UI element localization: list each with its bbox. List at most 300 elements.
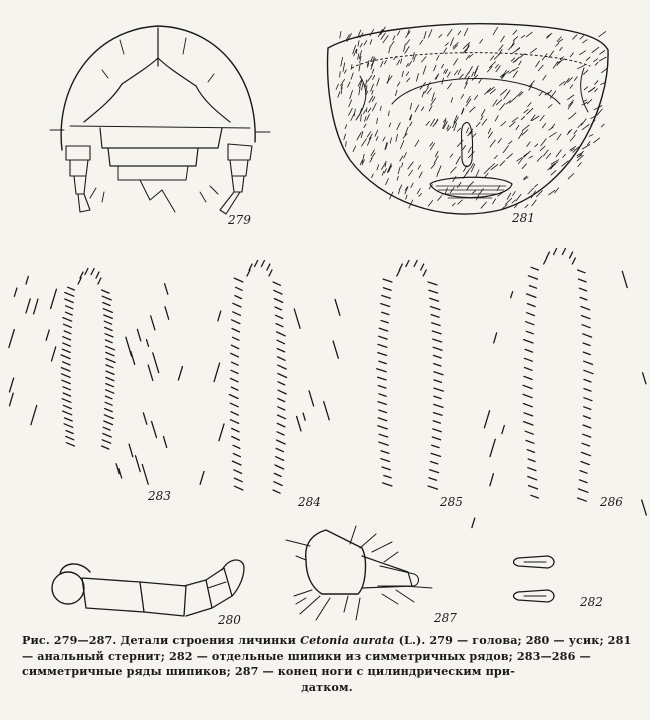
spine-mark xyxy=(106,377,114,380)
spine-mark xyxy=(572,258,575,264)
spine-mark xyxy=(384,476,391,478)
spine-mark xyxy=(277,423,285,427)
spine-mark xyxy=(429,478,437,481)
figure-284-spine-rows xyxy=(178,261,340,510)
bristle-stroke xyxy=(470,107,476,112)
bristle-stroke xyxy=(464,28,468,35)
spine-mark xyxy=(66,443,74,446)
figure-caption xyxy=(22,633,632,695)
bristle-stroke xyxy=(361,114,362,121)
bristle-stroke xyxy=(447,125,449,129)
spine-mark xyxy=(274,482,282,486)
scattered-bristle xyxy=(26,276,28,284)
bristle-stroke xyxy=(468,152,474,158)
spine-mark xyxy=(524,376,532,379)
scattered-bristle xyxy=(303,413,305,420)
spine-mark xyxy=(528,468,536,471)
spine-mark xyxy=(529,486,538,489)
caption-tail: датком. xyxy=(301,679,353,694)
figure-label-283: 283 xyxy=(148,489,171,503)
scattered-bristle xyxy=(214,363,220,382)
bristle-stroke xyxy=(389,47,391,53)
caption-species: Cetonia aurata xyxy=(300,633,395,647)
spine-mark xyxy=(525,349,533,352)
spine-mark xyxy=(431,315,439,318)
bristle-stroke xyxy=(344,70,346,74)
bristle-stroke xyxy=(451,167,457,173)
spine-mark xyxy=(523,385,532,388)
bristle-stroke xyxy=(527,108,533,114)
bristle-stroke xyxy=(445,43,448,46)
spine-mark xyxy=(85,269,88,275)
spine-mark xyxy=(233,303,241,307)
spine-mark xyxy=(430,298,439,301)
spine-mark xyxy=(527,313,535,316)
bristle-stroke xyxy=(413,52,415,59)
bristle-stroke xyxy=(584,70,588,74)
bristle-stroke xyxy=(527,142,531,147)
spine-mark xyxy=(278,407,285,410)
spine-mark xyxy=(102,290,110,293)
spine-mark xyxy=(434,372,443,375)
bristle-stroke xyxy=(402,163,403,167)
bristle-stroke xyxy=(528,188,534,194)
spine-mark xyxy=(379,361,386,363)
scattered-bristle xyxy=(324,402,330,420)
bristle-stroke xyxy=(378,29,383,36)
spine-mark xyxy=(104,321,111,324)
bristle-stroke xyxy=(432,93,435,101)
scattered-bristle xyxy=(502,426,504,434)
bristle-stroke xyxy=(494,155,497,158)
bristle-stroke xyxy=(461,94,464,98)
spine-mark xyxy=(231,370,238,373)
spine-mark xyxy=(584,407,591,410)
bristle-stroke xyxy=(415,140,419,146)
spine-mark xyxy=(397,270,400,276)
bristle-stroke xyxy=(439,35,442,38)
scattered-bristle xyxy=(153,353,159,373)
figure-label-280: 280 xyxy=(218,613,241,627)
bristle-stroke xyxy=(415,105,419,112)
bristle-stroke xyxy=(570,85,573,88)
bristle-stroke xyxy=(410,103,411,109)
bristle-stroke xyxy=(390,41,394,47)
spine-mark xyxy=(383,279,392,282)
bristle-stroke xyxy=(366,80,367,87)
bristle-stroke xyxy=(423,66,426,74)
spine-mark xyxy=(379,410,387,413)
spine-mark xyxy=(63,405,71,408)
spine-mark xyxy=(102,440,111,443)
spine-mark xyxy=(583,425,591,428)
spine-mark xyxy=(384,288,392,291)
spine-mark xyxy=(583,334,592,337)
spine-mark xyxy=(584,379,591,382)
spine-mark xyxy=(231,345,238,348)
bristle-stroke xyxy=(521,116,524,119)
spine-mark xyxy=(583,434,591,437)
bristle-stroke xyxy=(453,176,456,181)
spine-mark xyxy=(277,440,286,444)
spine-mark xyxy=(583,416,590,419)
spine-mark xyxy=(62,399,71,403)
bristle-stroke xyxy=(421,107,423,111)
bristle-stroke xyxy=(385,161,386,167)
spine-mark xyxy=(103,427,110,430)
spine-mark xyxy=(526,322,534,325)
scattered-bristle xyxy=(165,307,169,319)
bristle-stroke xyxy=(586,57,590,61)
bristle-stroke xyxy=(386,179,389,185)
spine-mark xyxy=(62,380,70,383)
bristle-stroke xyxy=(538,65,543,71)
scattered-bristle xyxy=(297,417,301,432)
bristle-stroke xyxy=(351,73,353,79)
bristle-stroke xyxy=(457,182,461,187)
spine-mark xyxy=(523,394,532,397)
bristle-stroke xyxy=(420,40,423,44)
bristle-stroke xyxy=(442,64,444,68)
bristle-stroke xyxy=(513,37,518,41)
spine-mark xyxy=(63,387,70,390)
figure-label-282: 282 xyxy=(580,595,603,609)
bristle-stroke xyxy=(370,29,374,36)
bristle-stroke xyxy=(408,162,413,169)
bristle-stroke xyxy=(354,109,355,116)
bristle-stroke xyxy=(484,168,489,173)
scattered-bristle xyxy=(622,271,627,287)
spine-mark xyxy=(232,428,239,431)
bristle-stroke xyxy=(536,61,540,67)
figure-label-287: 287 xyxy=(434,611,457,625)
bristle-stroke xyxy=(343,63,345,72)
scattered-bristle xyxy=(165,284,168,294)
bristle-stroke xyxy=(524,109,528,113)
bristle-stroke xyxy=(364,41,367,46)
bristle-stroke xyxy=(601,124,604,127)
bristle-stroke xyxy=(424,32,426,39)
bristle-stroke xyxy=(383,137,385,141)
scattered-bristle xyxy=(131,352,135,365)
spine-mark xyxy=(65,299,73,303)
spine-mark xyxy=(546,252,549,258)
bristle-stroke xyxy=(371,57,373,61)
bristle-stroke xyxy=(600,51,605,55)
spine-mark xyxy=(531,495,539,498)
bristle-stroke xyxy=(373,75,375,79)
bristle-stroke xyxy=(406,64,408,67)
bristle-stroke xyxy=(458,200,462,204)
bristle-stroke xyxy=(475,95,478,99)
bristle-stroke xyxy=(540,116,544,121)
bristle-stroke xyxy=(383,36,388,43)
bristle-stroke xyxy=(513,48,520,53)
bristle-stroke xyxy=(419,193,422,196)
scattered-bristle xyxy=(148,365,153,380)
spine-mark xyxy=(277,340,285,344)
bristle-stroke xyxy=(555,188,559,193)
scattered-bristle xyxy=(219,424,224,441)
bristle-stroke xyxy=(547,33,552,37)
figure-279-head xyxy=(50,26,270,227)
bristle-stroke xyxy=(516,194,521,200)
spine-mark xyxy=(432,437,440,440)
bristle-stroke xyxy=(485,88,491,94)
spine-mark xyxy=(235,296,242,299)
bristle-stroke xyxy=(479,79,482,83)
spine-mark xyxy=(379,336,388,339)
scattered-bristle xyxy=(52,347,56,361)
bristle-stroke xyxy=(568,95,574,100)
spine-mark xyxy=(231,387,238,390)
bristle-stroke xyxy=(578,163,582,167)
spine-mark xyxy=(379,328,387,331)
bristle-stroke xyxy=(582,145,590,150)
spine-mark xyxy=(61,355,70,359)
spine-mark xyxy=(106,371,114,374)
bristle-stroke xyxy=(402,71,403,77)
bristle-stroke xyxy=(397,123,401,130)
bristle-stroke xyxy=(359,64,360,72)
bristle-stroke xyxy=(367,132,371,137)
bristle-stroke xyxy=(476,170,479,177)
bristle-stroke xyxy=(397,176,398,180)
bristle-stroke xyxy=(434,156,438,163)
scattered-bristle xyxy=(31,406,37,425)
bristle-stroke xyxy=(452,203,455,206)
bristle-stroke xyxy=(368,108,371,112)
bristle-stroke xyxy=(540,146,545,151)
bristle-stroke xyxy=(548,90,552,94)
bristle-stroke xyxy=(458,69,461,75)
scattered-bristle xyxy=(10,393,14,406)
spine-mark xyxy=(527,450,534,453)
bristle-stroke xyxy=(418,165,420,169)
spine-mark xyxy=(382,312,389,314)
bristle-stroke xyxy=(411,183,413,187)
spine-mark xyxy=(63,318,72,322)
spine-mark xyxy=(276,448,283,451)
spine-mark xyxy=(430,307,440,310)
bristle-stroke xyxy=(399,189,400,194)
bristle-stroke xyxy=(574,77,577,81)
bristle-stroke xyxy=(473,191,476,194)
bristle-stroke xyxy=(450,154,453,157)
spine-mark xyxy=(433,339,442,342)
spine-mark xyxy=(105,396,112,399)
scattered-bristle xyxy=(178,367,182,381)
bristle-stroke xyxy=(503,146,508,153)
spine-mark xyxy=(103,303,110,306)
spine-mark xyxy=(105,409,113,412)
figure-285-spine-rows xyxy=(377,261,463,510)
scattered-bristle xyxy=(34,299,38,314)
spine-mark xyxy=(379,442,388,445)
spine-mark xyxy=(382,296,391,299)
bristle-stroke xyxy=(501,122,506,126)
bristle-stroke xyxy=(482,119,487,125)
spine-mark xyxy=(249,264,252,270)
spine-mark xyxy=(104,415,113,419)
spine-mark xyxy=(378,402,386,405)
spine-mark xyxy=(231,353,239,357)
spine-mark xyxy=(378,344,387,347)
bristle-stroke xyxy=(496,100,501,105)
bristle-stroke xyxy=(592,47,599,52)
bristle-stroke xyxy=(495,116,498,121)
bristle-stroke xyxy=(543,75,546,80)
bristle-stroke xyxy=(481,116,483,120)
spine-mark xyxy=(62,374,71,378)
spine-mark xyxy=(104,315,113,318)
bristle-stroke xyxy=(509,141,512,144)
spine-mark xyxy=(524,422,533,425)
scattered-bristle xyxy=(142,465,148,485)
bristle-stroke xyxy=(457,128,460,131)
figure-282-spines xyxy=(514,556,603,609)
bristle-stroke xyxy=(549,51,554,58)
bristle-stroke xyxy=(556,150,561,157)
spine-mark xyxy=(64,331,71,334)
bristle-stroke xyxy=(404,44,406,52)
spine-mark xyxy=(66,312,73,315)
bristle-stroke xyxy=(556,43,559,46)
scattered-bristle xyxy=(494,333,497,343)
bristle-stroke xyxy=(447,72,450,77)
spine-mark xyxy=(275,465,284,469)
bristle-stroke xyxy=(472,75,478,80)
bristle-stroke xyxy=(397,82,400,86)
spine-mark xyxy=(434,388,443,391)
spine-mark xyxy=(579,480,587,483)
spine-mark xyxy=(96,272,99,278)
spine-mark xyxy=(582,452,591,455)
bristle-stroke xyxy=(372,69,374,73)
bristle-stroke xyxy=(500,89,507,95)
spine-mark xyxy=(276,315,283,318)
spine-mark xyxy=(431,453,440,456)
scattered-bristle xyxy=(164,437,167,448)
bristle-stroke xyxy=(498,138,501,143)
figure-label-284: 284 xyxy=(298,495,321,509)
spine-mark xyxy=(235,486,243,490)
bristle-stroke xyxy=(535,144,538,147)
bristle-stroke xyxy=(384,60,386,64)
scattered-bristle xyxy=(152,422,157,438)
spine-mark xyxy=(529,286,536,289)
bristle-stroke xyxy=(351,65,352,70)
spine-mark xyxy=(406,261,409,267)
bristle-stroke xyxy=(544,150,549,156)
bristle-stroke xyxy=(351,114,355,121)
bristle-stroke xyxy=(509,122,515,127)
spine-mark xyxy=(584,370,593,373)
bristle-stroke xyxy=(525,205,528,208)
bristle-stroke xyxy=(362,139,367,146)
spine-mark xyxy=(582,443,590,446)
spine-mark xyxy=(105,402,112,405)
figure-label-279: 279 xyxy=(228,213,251,227)
spine-mark xyxy=(234,470,242,474)
spine-mark xyxy=(378,386,386,389)
spine-mark xyxy=(378,426,387,429)
bristle-stroke xyxy=(535,184,538,187)
spine-mark xyxy=(233,337,240,340)
bristle-stroke xyxy=(509,46,512,50)
bristle-stroke xyxy=(469,182,473,186)
bristle-stroke xyxy=(475,66,479,74)
bristle-stroke xyxy=(346,141,347,146)
spine-mark xyxy=(428,486,437,489)
spine-mark xyxy=(105,340,112,343)
spine-mark xyxy=(277,432,284,435)
bristle-stroke xyxy=(397,31,400,36)
bristle-stroke xyxy=(366,86,367,92)
spine-mark xyxy=(230,403,238,407)
spine-mark xyxy=(579,279,587,282)
spine-mark xyxy=(106,359,115,363)
spine-mark xyxy=(379,394,386,396)
bristle-stroke xyxy=(481,202,486,208)
bristle-stroke xyxy=(417,189,420,194)
figure-label-281: 281 xyxy=(512,211,535,225)
spine-mark xyxy=(273,282,280,285)
spine-mark xyxy=(432,331,441,334)
spine-mark xyxy=(231,412,239,415)
bristle-stroke xyxy=(511,58,515,61)
bristle-stroke xyxy=(397,60,400,65)
spine-mark xyxy=(233,454,240,457)
bristle-stroke xyxy=(530,48,536,53)
bristle-stroke xyxy=(368,76,372,82)
bristle-stroke xyxy=(491,56,494,60)
scattered-bristle xyxy=(333,341,338,358)
scattered-bristle xyxy=(218,311,221,321)
bristle-stroke xyxy=(580,51,586,55)
bristle-stroke xyxy=(513,71,517,77)
spine-mark xyxy=(64,324,72,327)
bristle-stroke xyxy=(529,156,533,158)
scattered-bristle xyxy=(129,444,133,457)
bristle-stroke xyxy=(541,139,546,146)
bristle-stroke xyxy=(414,56,416,61)
bristle-stroke xyxy=(568,174,574,179)
spine-mark xyxy=(434,364,441,366)
bristle-stroke xyxy=(481,109,485,116)
scattered-bristle xyxy=(309,391,314,406)
spine-mark xyxy=(433,347,442,350)
bristle-stroke xyxy=(366,108,367,112)
bristle-stroke xyxy=(476,122,480,127)
scattered-bristle xyxy=(490,439,495,456)
bristle-stroke xyxy=(435,152,438,157)
bristle-stroke xyxy=(404,153,406,158)
spine-mark xyxy=(527,294,536,298)
bristle-stroke xyxy=(507,154,513,159)
spine-mark xyxy=(432,445,439,447)
spine-mark xyxy=(63,343,71,346)
bristle-stroke xyxy=(519,92,523,96)
bristle-stroke xyxy=(602,69,607,73)
bristle-stroke xyxy=(395,90,397,95)
bristle-stroke xyxy=(465,73,469,79)
spine-mark xyxy=(579,489,588,492)
bristle-stroke xyxy=(491,165,498,170)
spine-mark xyxy=(526,331,533,334)
spine-mark xyxy=(525,431,533,434)
spine-mark xyxy=(430,462,437,464)
